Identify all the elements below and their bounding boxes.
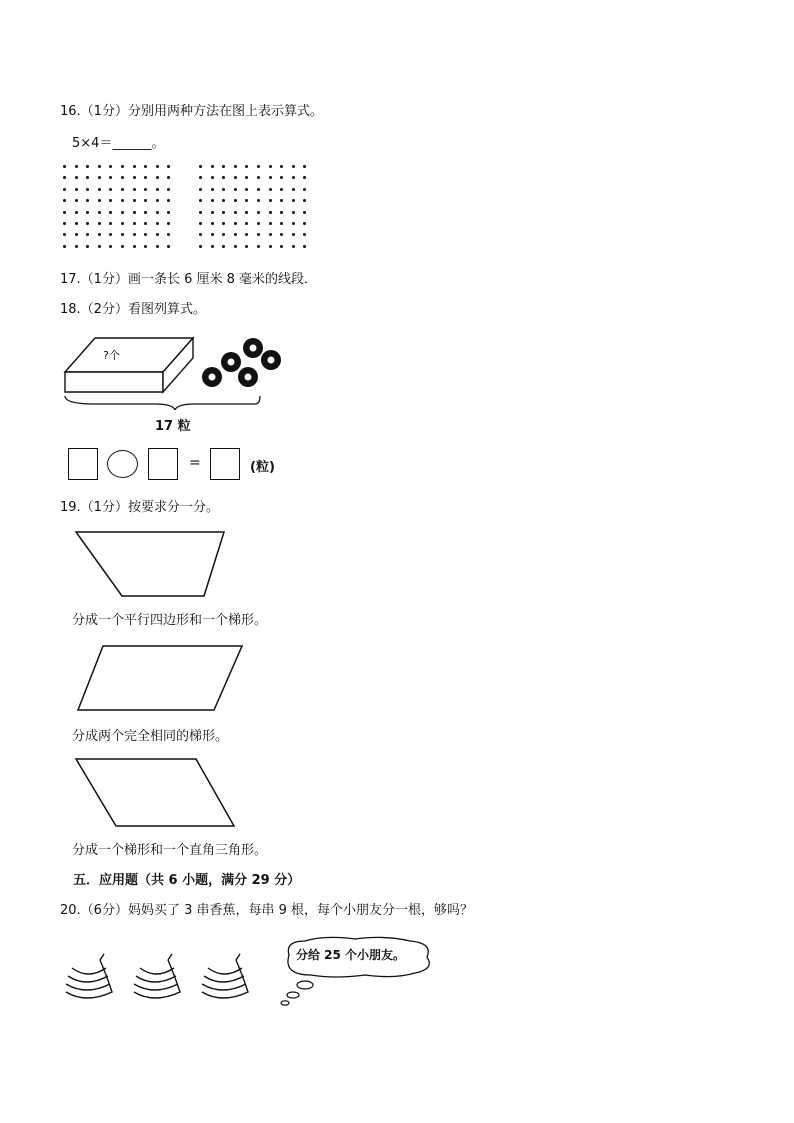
- grid-dot[interactable]: [222, 199, 225, 202]
- grid-dot[interactable]: [245, 165, 248, 168]
- grid-dot[interactable]: [280, 176, 283, 179]
- grid-dot[interactable]: [280, 188, 283, 191]
- grid-dot[interactable]: [257, 188, 260, 191]
- bubble-text: 分给 25 个小朋友。: [296, 948, 406, 962]
- grid-dot[interactable]: [280, 211, 283, 214]
- grid-dot[interactable]: [109, 188, 112, 191]
- q19-task-1: 分成一个平行四边形和一个梯形。: [72, 613, 268, 628]
- grid-dot[interactable]: [292, 165, 295, 168]
- grid-dot[interactable]: [63, 188, 66, 191]
- parallelogram-shape-1[interactable]: [74, 642, 246, 714]
- bead-icon: [238, 367, 258, 387]
- grid-dot[interactable]: [63, 176, 66, 179]
- grid-dot[interactable]: [245, 222, 248, 225]
- grid-dot[interactable]: [98, 222, 101, 225]
- grid-dot[interactable]: [234, 165, 237, 168]
- grid-dot[interactable]: [63, 245, 66, 248]
- unit-label: (粒): [250, 460, 275, 475]
- grid-dot[interactable]: [292, 245, 295, 248]
- grid-dot[interactable]: [121, 199, 124, 202]
- grid-dot[interactable]: [133, 188, 136, 191]
- grid-dot[interactable]: [269, 245, 272, 248]
- grid-dot[interactable]: [234, 199, 237, 202]
- grid-dot[interactable]: [211, 188, 214, 191]
- banana-icon: [202, 954, 248, 998]
- grid-dot[interactable]: [63, 211, 66, 214]
- grid-dot[interactable]: [133, 211, 136, 214]
- grid-dot[interactable]: [98, 211, 101, 214]
- grid-dot[interactable]: [199, 211, 202, 214]
- grid-dot[interactable]: [234, 211, 237, 214]
- grid-dot[interactable]: [121, 233, 124, 236]
- grid-dot[interactable]: [211, 245, 214, 248]
- grid-dot[interactable]: [75, 211, 78, 214]
- grid-dot[interactable]: [98, 188, 101, 191]
- grid-dot[interactable]: [269, 222, 272, 225]
- grid-dot[interactable]: [144, 176, 147, 179]
- grid-dot[interactable]: [257, 211, 260, 214]
- grid-dot[interactable]: [86, 211, 89, 214]
- grid-dot[interactable]: [222, 233, 225, 236]
- grid-dot[interactable]: [98, 176, 101, 179]
- grid-dot[interactable]: [280, 245, 283, 248]
- grid-dot[interactable]: [269, 188, 272, 191]
- grid-dot[interactable]: [245, 211, 248, 214]
- grid-dot[interactable]: [303, 188, 306, 191]
- grid-dot[interactable]: [86, 188, 89, 191]
- grid-dot[interactable]: [292, 176, 295, 179]
- grid-dot[interactable]: [245, 245, 248, 248]
- grid-dot[interactable]: [109, 176, 112, 179]
- grid-dot[interactable]: [167, 199, 170, 202]
- grid-dot[interactable]: [98, 233, 101, 236]
- section-5-title: 五．应用题（共 6 小题，满分 29 分）: [73, 873, 301, 888]
- grid-dot[interactable]: [121, 222, 124, 225]
- grid-dot[interactable]: [109, 165, 112, 168]
- grid-dot[interactable]: [280, 199, 283, 202]
- grid-dot[interactable]: [280, 222, 283, 225]
- q19-text: 19.（1分）按要求分一分。: [60, 500, 219, 515]
- banana-icon: [134, 954, 180, 998]
- grid-dot[interactable]: [121, 188, 124, 191]
- q16-expr: 5×4＝: [72, 136, 113, 151]
- grid-dot[interactable]: [222, 165, 225, 168]
- grid-dot[interactable]: [144, 222, 147, 225]
- grid-dot[interactable]: [133, 222, 136, 225]
- total-label: 17 粒: [155, 419, 191, 434]
- grid-dot[interactable]: [75, 188, 78, 191]
- grid-dot[interactable]: [199, 222, 202, 225]
- grid-dot[interactable]: [257, 199, 260, 202]
- grid-dot[interactable]: [234, 222, 237, 225]
- grid-dot[interactable]: [86, 165, 89, 168]
- q16-end: 。: [151, 136, 165, 151]
- equals-sign: =: [189, 455, 201, 471]
- grid-dot[interactable]: [98, 245, 101, 248]
- grid-dot[interactable]: [303, 233, 306, 236]
- grid-dot[interactable]: [133, 165, 136, 168]
- q19-task-2: 分成两个完全相同的梯形。: [72, 729, 229, 744]
- grid-dot[interactable]: [257, 233, 260, 236]
- grid-dot[interactable]: [199, 165, 202, 168]
- grid-dot[interactable]: [109, 245, 112, 248]
- grid-dot[interactable]: [245, 233, 248, 236]
- grid-dot[interactable]: [257, 222, 260, 225]
- grid-dot[interactable]: [303, 211, 306, 214]
- grid-dot[interactable]: [211, 233, 214, 236]
- bead-icon: [202, 367, 222, 387]
- grid-dot[interactable]: [86, 222, 89, 225]
- grid-dot[interactable]: [109, 233, 112, 236]
- grid-dot[interactable]: [75, 233, 78, 236]
- grid-dot[interactable]: [133, 233, 136, 236]
- grid-dot[interactable]: [199, 188, 202, 191]
- grid-dot[interactable]: [234, 188, 237, 191]
- bead-icon: [221, 352, 241, 372]
- grid-dot[interactable]: [222, 176, 225, 179]
- bead-box-illustration: [65, 338, 193, 392]
- trapezoid-shape[interactable]: [70, 528, 230, 600]
- grid-dot[interactable]: [257, 176, 260, 179]
- grid-dot[interactable]: [292, 233, 295, 236]
- grid-dot[interactable]: [109, 222, 112, 225]
- answer-box-2[interactable]: [148, 448, 178, 480]
- grid-dot[interactable]: [98, 165, 101, 168]
- operator-circle[interactable]: [107, 450, 138, 478]
- answer-box-1[interactable]: [68, 448, 98, 480]
- grid-dot[interactable]: [234, 176, 237, 179]
- q18-text: 18.（2分）看图列算式。: [60, 302, 206, 317]
- grid-dot[interactable]: [257, 165, 260, 168]
- grid-dot[interactable]: [303, 222, 306, 225]
- grid-dot[interactable]: [144, 211, 147, 214]
- grid-dot[interactable]: [156, 176, 159, 179]
- grid-dot[interactable]: [167, 222, 170, 225]
- grid-dot[interactable]: [156, 188, 159, 191]
- grid-dot[interactable]: [133, 199, 136, 202]
- bead-icon: [243, 338, 263, 358]
- grid-dot[interactable]: [167, 211, 170, 214]
- grid-dot[interactable]: [63, 199, 66, 202]
- grid-dot[interactable]: [199, 199, 202, 202]
- grid-dot[interactable]: [144, 233, 147, 236]
- grid-dot[interactable]: [199, 233, 202, 236]
- grid-dot[interactable]: [75, 245, 78, 248]
- grid-dot[interactable]: [133, 176, 136, 179]
- grid-dot[interactable]: [211, 176, 214, 179]
- grid-dot[interactable]: [234, 245, 237, 248]
- q18-figure: [55, 330, 295, 410]
- grid-dot[interactable]: [109, 199, 112, 202]
- grid-dot[interactable]: [121, 176, 124, 179]
- dot-grid-left[interactable]: [63, 165, 179, 256]
- grid-dot[interactable]: [211, 222, 214, 225]
- q16-text: 16.（1分）分别用两种方法在图上表示算式。: [60, 104, 323, 119]
- grid-dot[interactable]: [269, 199, 272, 202]
- bead-icon: [261, 350, 281, 370]
- grid-dot[interactable]: [303, 245, 306, 248]
- grid-dot[interactable]: [292, 222, 295, 225]
- banana-bunches: [60, 950, 265, 1005]
- grid-dot[interactable]: [167, 165, 170, 168]
- grid-dot[interactable]: [199, 245, 202, 248]
- banana-icon: [66, 954, 112, 998]
- grid-dot[interactable]: [144, 245, 147, 248]
- grid-dot[interactable]: [280, 165, 283, 168]
- q16-expression: [72, 136, 164, 152]
- grid-dot[interactable]: [86, 245, 89, 248]
- grid-dot[interactable]: [211, 199, 214, 202]
- grid-dot[interactable]: [144, 199, 147, 202]
- grid-dot[interactable]: [167, 245, 170, 248]
- q16-answer-blank[interactable]: ______: [112, 136, 152, 151]
- grid-dot[interactable]: [167, 188, 170, 191]
- grid-dot[interactable]: [121, 245, 124, 248]
- grid-dot[interactable]: [156, 199, 159, 202]
- grid-dot[interactable]: [303, 176, 306, 179]
- grid-dot[interactable]: [211, 211, 214, 214]
- grid-dot[interactable]: [269, 211, 272, 214]
- q19-task-3: 分成一个梯形和一个直角三角形。: [72, 843, 268, 858]
- grid-dot[interactable]: [156, 233, 159, 236]
- grid-dot[interactable]: [222, 245, 225, 248]
- grid-dot[interactable]: [109, 211, 112, 214]
- grid-dot[interactable]: [222, 211, 225, 214]
- grid-dot[interactable]: [167, 176, 170, 179]
- grid-dot[interactable]: [280, 233, 283, 236]
- q20-text: 20.（6分）妈妈买了 3 串香蕉，每串 9 根，每个小朋友分一根，够吗？: [60, 903, 474, 918]
- grid-dot[interactable]: [269, 233, 272, 236]
- grid-dot[interactable]: [269, 165, 272, 168]
- grid-dot[interactable]: [144, 188, 147, 191]
- grid-dot[interactable]: [63, 222, 66, 225]
- grid-dot[interactable]: [167, 233, 170, 236]
- grid-dot[interactable]: [86, 176, 89, 179]
- grid-dot[interactable]: [245, 188, 248, 191]
- grid-dot[interactable]: [63, 233, 66, 236]
- grid-dot[interactable]: [156, 222, 159, 225]
- grid-dot[interactable]: [292, 199, 295, 202]
- dot-grid-right[interactable]: [199, 165, 315, 256]
- grid-dot[interactable]: [222, 188, 225, 191]
- parallelogram-shape-2[interactable]: [72, 755, 238, 830]
- grid-dot[interactable]: [199, 176, 202, 179]
- grid-dot[interactable]: [234, 233, 237, 236]
- grid-dot[interactable]: [156, 245, 159, 248]
- grid-dot[interactable]: [292, 188, 295, 191]
- grid-dot[interactable]: [292, 211, 295, 214]
- grid-dot[interactable]: [303, 165, 306, 168]
- brace-icon: [65, 396, 260, 410]
- grid-dot[interactable]: [86, 233, 89, 236]
- grid-dot[interactable]: [86, 199, 89, 202]
- grid-dot[interactable]: [98, 199, 101, 202]
- grid-dot[interactable]: [144, 165, 147, 168]
- grid-dot[interactable]: [211, 165, 214, 168]
- grid-dot[interactable]: [245, 176, 248, 179]
- bead-icons: [202, 338, 281, 387]
- grid-dot[interactable]: [222, 222, 225, 225]
- grid-dot[interactable]: [156, 165, 159, 168]
- q17-text: 17.（1分）画一条长 6 厘米 8 毫米的线段．: [60, 272, 318, 287]
- grid-dot[interactable]: [75, 176, 78, 179]
- grid-dot[interactable]: [121, 165, 124, 168]
- box-label: ?个: [103, 349, 120, 362]
- grid-dot[interactable]: [75, 199, 78, 202]
- grid-dot[interactable]: [75, 222, 78, 225]
- grid-dot[interactable]: [156, 211, 159, 214]
- grid-dot[interactable]: [63, 165, 66, 168]
- answer-box-3[interactable]: [210, 448, 240, 480]
- grid-dot[interactable]: [133, 245, 136, 248]
- grid-dot[interactable]: [121, 211, 124, 214]
- grid-dot[interactable]: [75, 165, 78, 168]
- grid-dot[interactable]: [269, 176, 272, 179]
- grid-dot[interactable]: [257, 245, 260, 248]
- grid-dot[interactable]: [245, 199, 248, 202]
- grid-dot[interactable]: [303, 199, 306, 202]
